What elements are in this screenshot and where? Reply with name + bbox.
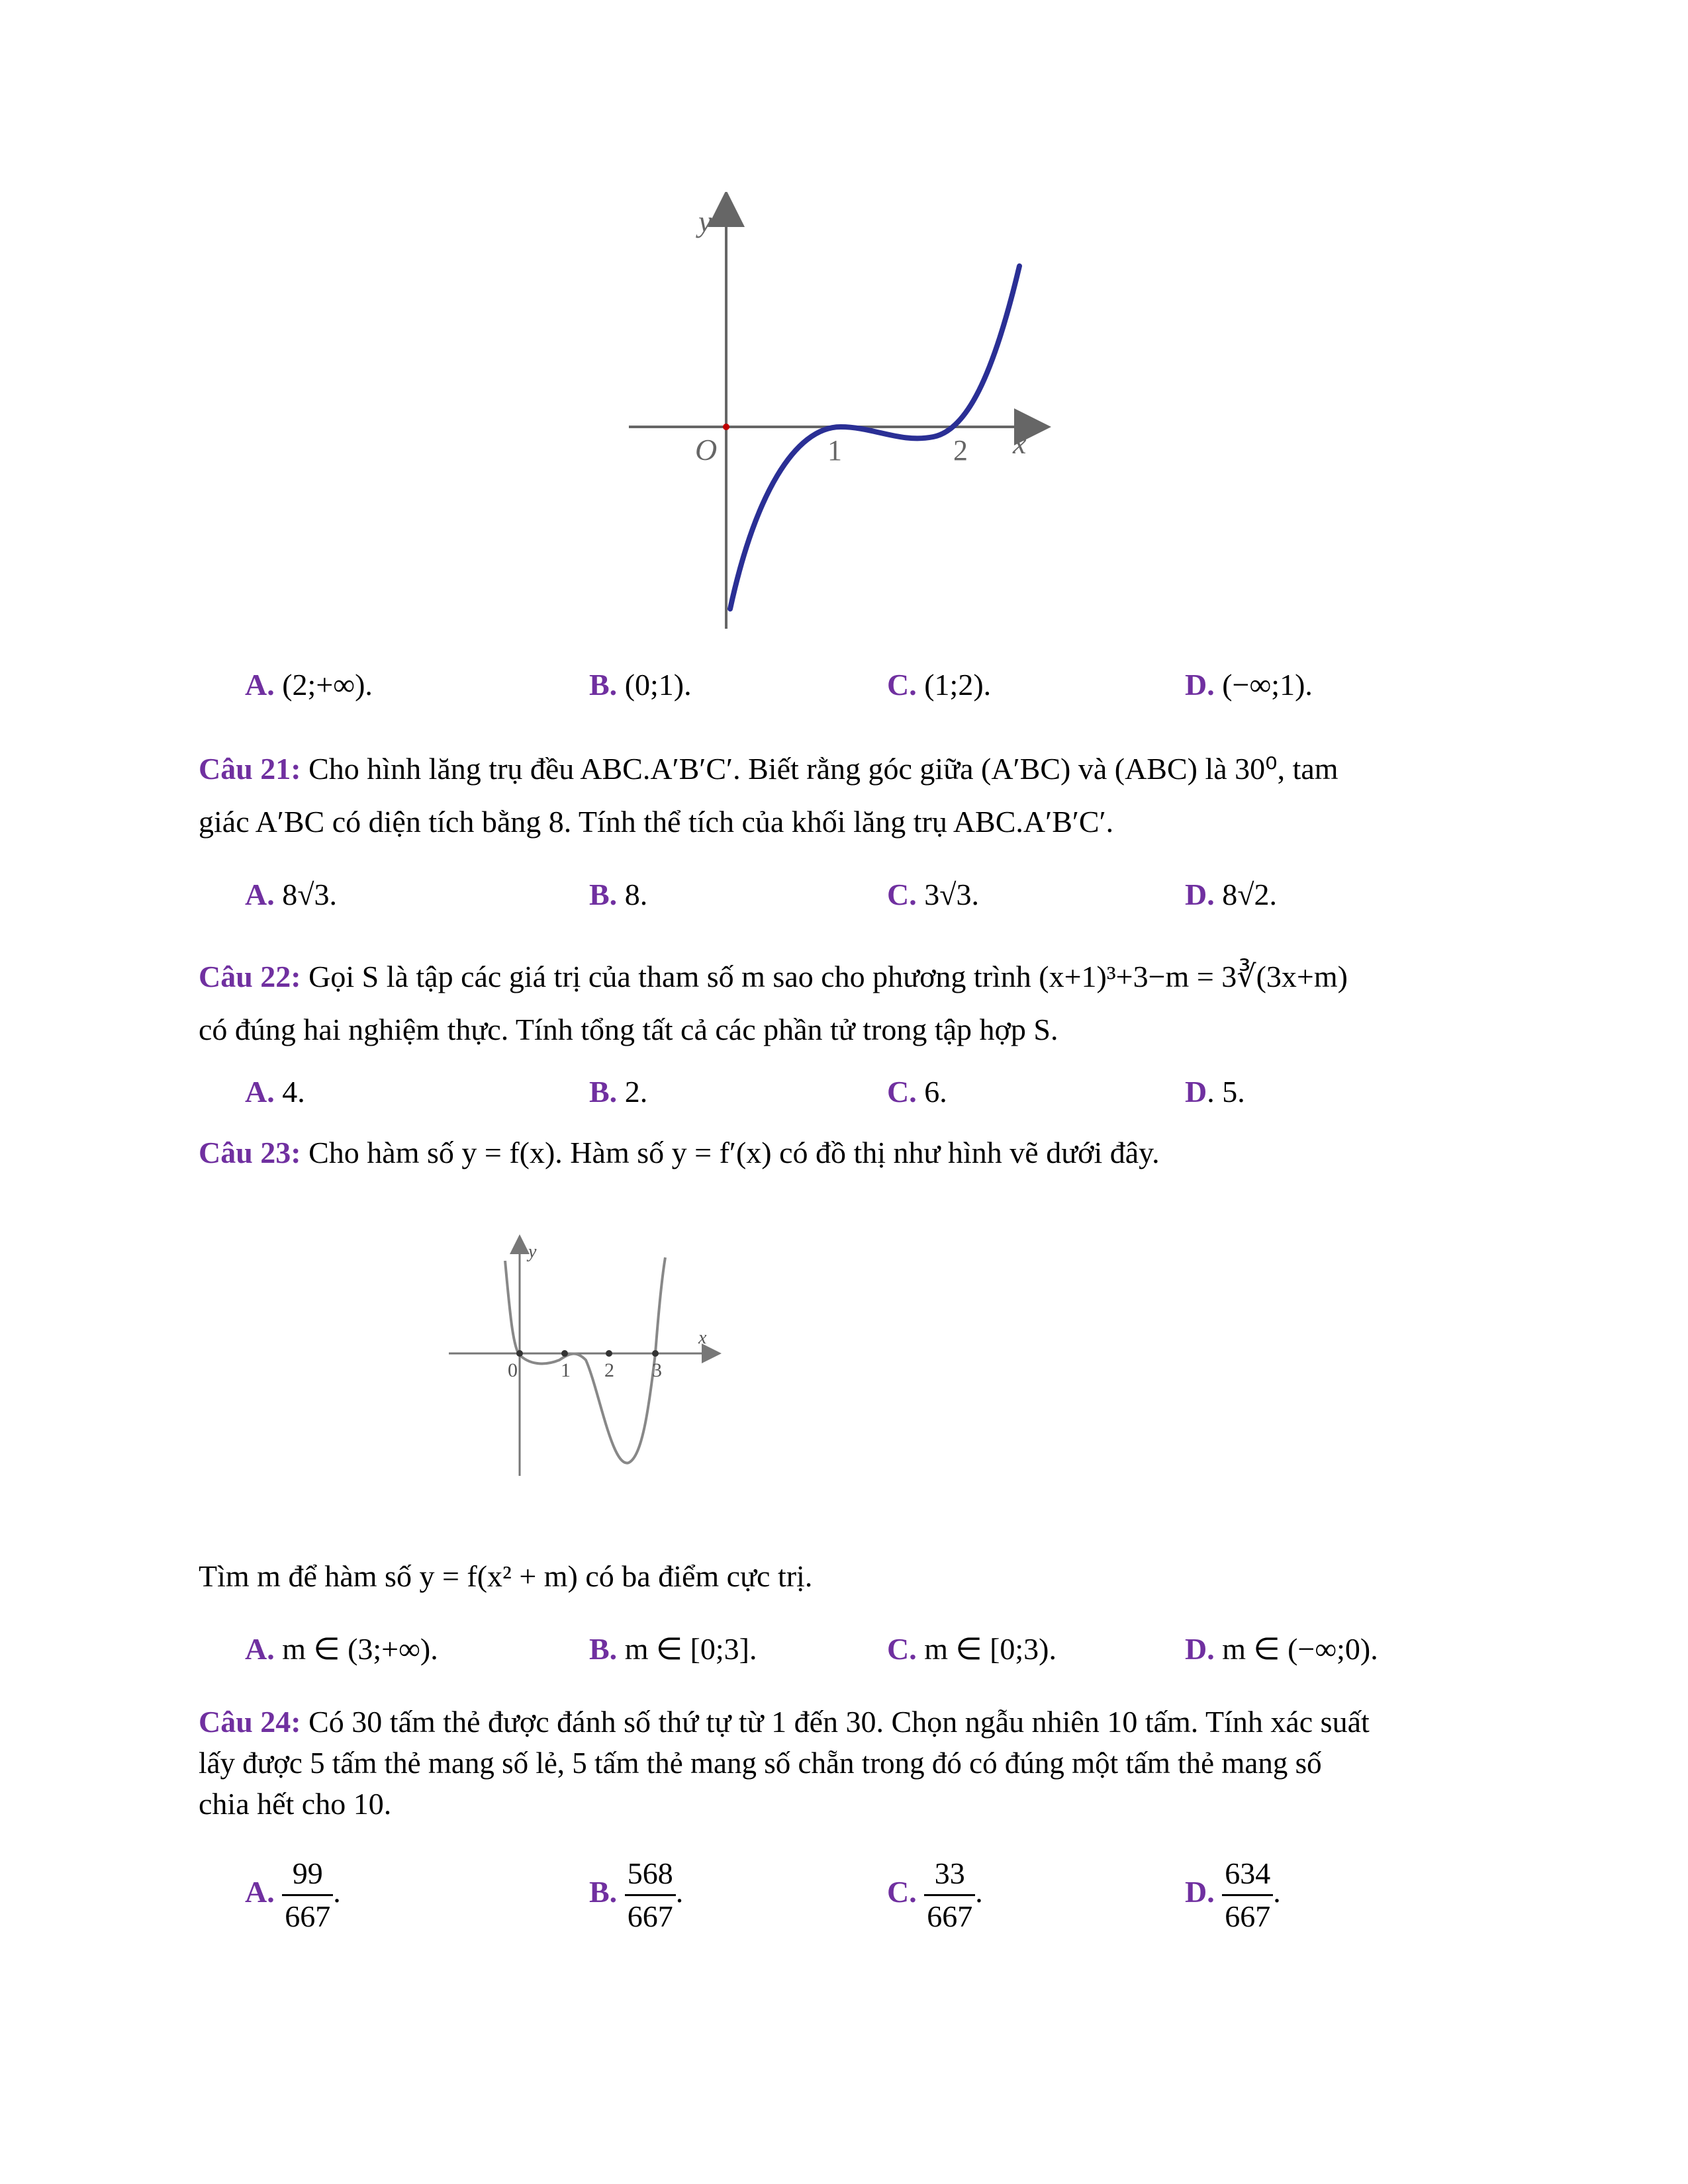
option-text: m ∈ [0;3).	[924, 1632, 1057, 1666]
question-text: Cho hàm số y = f(x). Hàm số y = f′(x) có đồ thị như hình vẽ dưới đây.	[308, 1136, 1160, 1169]
q20-option-c[interactable]	[887, 665, 991, 705]
question-text: Gọi S là tập các giá trị của tham số m sao cho phương trình (x+1)³+3−m = 3∛(3x+m)	[308, 960, 1348, 993]
fraction	[282, 1853, 333, 1937]
q21-text-line2: giác A′BC có diện tích bằng 8. Tính thể tích của khối lăng trụ ABC.A′B′C′.	[199, 805, 1114, 839]
option-text: 8.	[624, 878, 648, 911]
fraction	[625, 1853, 676, 1937]
x-axis-label: x	[1013, 426, 1027, 460]
q23-option-c[interactable]	[887, 1629, 1056, 1669]
fraction-numerator: 99	[282, 1853, 333, 1896]
graph-derivative-figure	[444, 1231, 735, 1496]
x-axis-label: x	[698, 1328, 707, 1348]
fraction-numerator: 33	[924, 1853, 975, 1896]
question-label: Câu 22:	[199, 960, 301, 993]
option-label: D.	[1185, 878, 1215, 911]
option-label: B.	[589, 668, 618, 702]
q21-text-line1	[199, 749, 1338, 789]
q21-option-a[interactable]	[245, 875, 337, 915]
fraction-denominator: 667	[927, 1899, 973, 1933]
q23-text-line2: Tìm m để hàm số y = f(x² + m) có ba điểm cực trị.	[199, 1559, 813, 1593]
question-label: Câu 23:	[199, 1136, 301, 1169]
tick-0-label: 0	[508, 1359, 518, 1381]
fraction	[1222, 1853, 1273, 1937]
option-text: (2;+∞).	[282, 668, 373, 702]
fraction-denominator: 667	[1225, 1899, 1271, 1933]
option-text: m ∈ (3;+∞).	[282, 1632, 438, 1666]
option-label: B.	[589, 1632, 618, 1666]
q24-option-c[interactable]: C. $\frac{33}{667}$ .	[887, 1853, 983, 1937]
derivative-curve	[505, 1257, 665, 1463]
q24-text-line3: chia hết cho 10.	[199, 1787, 392, 1821]
q24-text-line1	[199, 1702, 1370, 1742]
tick-1-label: 1	[561, 1359, 571, 1381]
option-text: m ∈ (−∞;0).	[1222, 1632, 1378, 1666]
q23-option-a[interactable]	[245, 1629, 438, 1669]
option-label: A.	[245, 668, 275, 702]
option-label: C.	[887, 668, 917, 702]
fraction	[924, 1853, 975, 1937]
option-text: 8√3.	[282, 878, 337, 911]
q21-option-d[interactable]	[1185, 875, 1277, 915]
option-label: D.	[1185, 668, 1215, 702]
graph-cubic-figure	[596, 192, 1072, 642]
q22-text-line1	[199, 957, 1348, 997]
q24-text-line2: lấy được 5 tấm thẻ mang số lẻ, 5 tấm thẻ mang số chẵn trong đó có đúng một tấm thẻ mang số	[199, 1747, 1322, 1780]
q24-option-a[interactable]: A. $\frac{99}{667}$ .	[245, 1853, 341, 1937]
fraction-denominator: 667	[285, 1899, 331, 1933]
q23-option-d[interactable]	[1185, 1629, 1378, 1669]
q21-option-c[interactable]	[887, 875, 979, 915]
option-label: A.	[245, 1875, 275, 1909]
q21-option-b[interactable]	[589, 875, 647, 915]
q22-option-c[interactable]	[887, 1072, 947, 1112]
fraction-numerator: 634	[1222, 1853, 1273, 1896]
q20-option-d[interactable]	[1185, 665, 1313, 705]
q23-text-line1	[199, 1133, 1160, 1173]
point-1	[561, 1350, 568, 1357]
y-axis-label: y	[528, 1242, 537, 1262]
option-text: (0;1).	[624, 668, 692, 702]
q20-option-a[interactable]	[245, 665, 373, 705]
q24-option-b[interactable]: B. $\frac{568}{667}$ .	[589, 1853, 683, 1937]
option-label: D.	[1185, 1632, 1215, 1666]
option-label: A.	[245, 1075, 275, 1109]
option-text: m ∈ [0;3].	[624, 1632, 757, 1666]
q22-option-d[interactable]	[1185, 1072, 1245, 1112]
tick-1-label: 1	[827, 434, 842, 467]
option-text: . 5.	[1207, 1075, 1245, 1109]
option-label: D.	[1185, 1875, 1215, 1909]
q23-option-b[interactable]	[589, 1629, 757, 1669]
option-label: B.	[589, 1075, 618, 1109]
option-label: C.	[887, 1632, 917, 1666]
question-text: Có 30 tấm thẻ được đánh số thứ tự từ 1 đến 30. Chọn ngẫu nhiên 10 tấm. Tính xác suất	[308, 1705, 1370, 1739]
option-label: C.	[887, 1075, 917, 1109]
fraction-numerator: 568	[625, 1853, 676, 1896]
option-text: (1;2).	[924, 668, 992, 702]
question-text: Cho hình lăng trụ đều ABC.A′B′C′. Biết rằng góc giữa (A′BC) và (ABC) là 30⁰, tam	[308, 752, 1338, 786]
option-label: B.	[589, 878, 618, 911]
y-axis-label: y	[698, 205, 712, 238]
q20-option-b[interactable]	[589, 665, 692, 705]
point-0	[516, 1350, 523, 1357]
question-label: Câu 21:	[199, 752, 301, 786]
option-label: A.	[245, 1632, 275, 1666]
fraction-denominator: 667	[627, 1899, 673, 1933]
tick-2-label: 2	[953, 434, 968, 467]
question-label: Câu 24:	[199, 1705, 301, 1739]
option-text: 6.	[924, 1075, 947, 1109]
cubic-curve	[730, 266, 1019, 609]
option-text: 3√3.	[924, 878, 979, 911]
point-2	[606, 1350, 612, 1357]
option-label: B.	[589, 1875, 618, 1909]
origin-point	[723, 424, 729, 430]
q24-option-d[interactable]: D. $\frac{634}{667}$ .	[1185, 1853, 1281, 1937]
option-label: C.	[887, 878, 917, 911]
option-text: 4.	[282, 1075, 305, 1109]
origin-label: O	[695, 433, 718, 467]
q22-option-b[interactable]	[589, 1072, 647, 1112]
q22-text-line2: có đúng hai nghiệm thực. Tính tổng tất cả các phần tử trong tập hợp S.	[199, 1013, 1058, 1046]
tick-2-label: 2	[604, 1359, 614, 1381]
option-label: D	[1185, 1075, 1207, 1109]
option-label: A.	[245, 878, 275, 911]
q22-option-a[interactable]	[245, 1072, 305, 1112]
option-text: 2.	[624, 1075, 648, 1109]
point-3	[652, 1350, 659, 1357]
option-text: 8√2.	[1222, 878, 1277, 911]
option-label: C.	[887, 1875, 917, 1909]
tick-3-label: 3	[652, 1359, 662, 1381]
option-text: (−∞;1).	[1222, 668, 1313, 702]
